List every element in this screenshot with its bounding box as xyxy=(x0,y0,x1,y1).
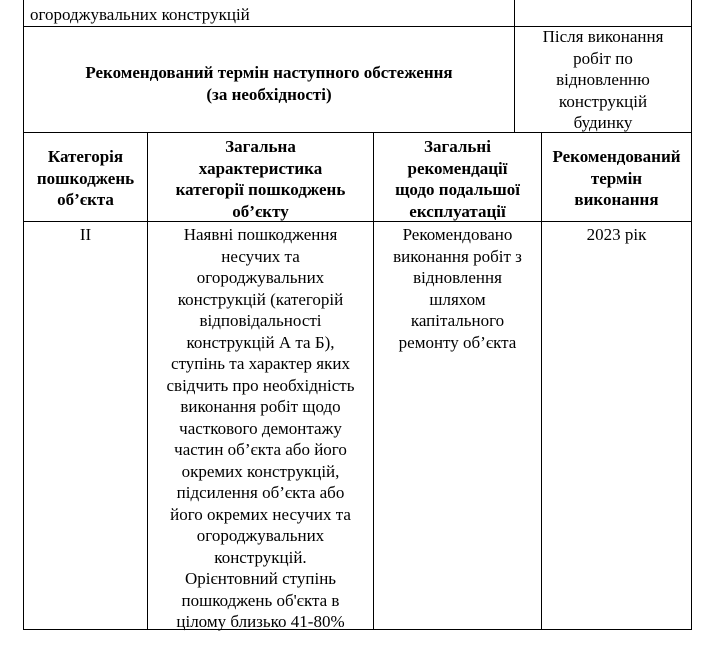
recommended-label-line1: Рекомендований термін наступного обстеження xyxy=(85,63,453,82)
top-row-text: огороджувальних конструкцій xyxy=(30,5,250,24)
cell-term: 2023 рік xyxy=(586,225,647,244)
recommended-label-line2: (за необхідності) xyxy=(206,85,332,104)
header-category: Категорія пошкоджень об’єкта xyxy=(36,147,135,209)
cell-recommendation: Рекомендовано виконання робіт з відновлення шляхом капітального ремонту об’єкта xyxy=(393,225,522,352)
cell-characteristic: Наявні пошкодження несучих та огороджувальних конструкцій (категорій відповідальності конструкцій А та Б), ступінь та характер яких свідчить про необхідність виконання робіт щодо часткового демонтажу частин об’єкта або його окремих конструкцій, підсилення об’єкта або його окремих несучих та огороджувальних конструкцій. Орієнтовний ступінь пошкоджень об'єкта в цілому близько 41-80% xyxy=(166,225,355,631)
recommended-value: Після виконання робіт по відновленню конструкцій будинку xyxy=(542,27,664,132)
header-term: Рекомендований термін виконання xyxy=(552,147,681,209)
cell-category: II xyxy=(79,225,92,244)
table-right-border xyxy=(691,0,692,630)
header-recommendations: Загальні рекомендації щодо подальшої експлуатації xyxy=(395,137,520,221)
header-characteristic: Загальна характеристика категорії пошкоджень об’єкту xyxy=(175,137,346,221)
